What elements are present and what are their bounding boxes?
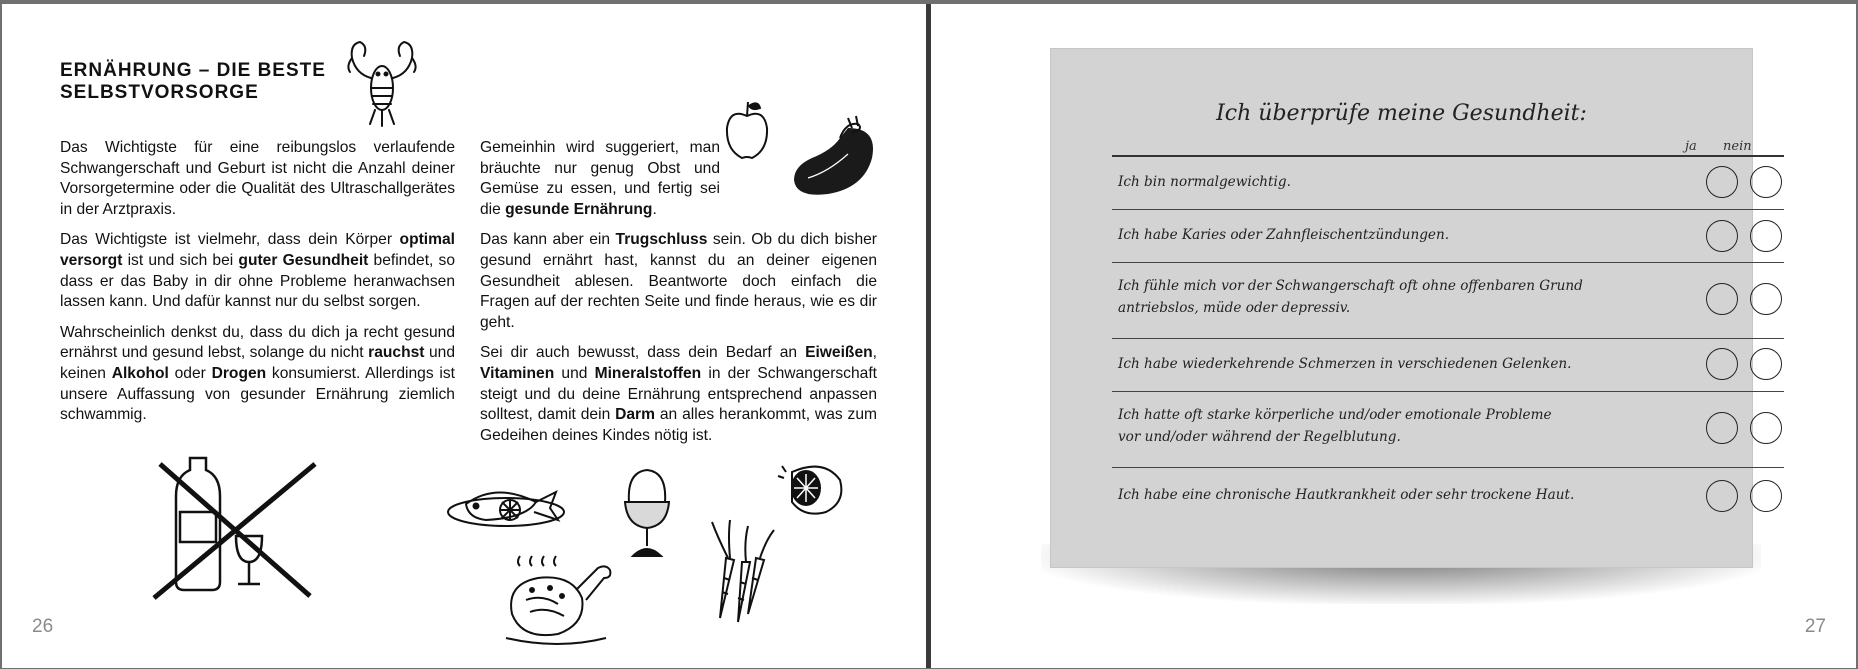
left-page [2,4,927,668]
right-page [931,4,1856,668]
paragraph: Das kann aber ein Trugschluss sein. Ob du dich bisher gesund ernährt hast, kannst du an deiner eigenen Gesundheit ablesen. Beantworte doch einfach die Fragen auf der rechten Seite und finde heraus, wie es dir geht. [480,231,877,331]
checklist-row: Ich hatte oft starke körperliche und/oder emotionale Probleme vor und/oder während der Regelblutung. [1112,392,1784,468]
checkbox-nein[interactable] [1750,283,1782,315]
checklist-rows [1112,155,1784,524]
book-spread [0,4,1858,668]
checkbox-ja[interactable] [1706,283,1738,315]
checkbox-nein[interactable] [1750,412,1782,444]
checklist-row: Ich habe wiederkehrende Schmerzen in verschiedenen Gelenken. [1112,339,1784,392]
eggplant-illustration [788,108,884,200]
text-column-1 [60,138,455,436]
egg-cup-illustration [619,468,675,562]
page-number-right: 27 [1804,616,1826,637]
heading-line-2: SELBSTVORSORGE [60,82,259,103]
checkbox-nein[interactable] [1750,166,1782,198]
checklist-row: Ich habe eine chronische Hautkrankheit oder sehr trockene Haut. [1112,468,1784,524]
lobster-illustration [342,38,422,130]
paragraph: Das Wichtigste ist vielmehr, dass dein Körper optimal versorgt ist und sich bei guter Gesundheit befindet, so dass er das Baby in dir ohne Probleme heranwachsen lassen kann. Und dafür kannst nur du selbst sorgen. [60,231,455,311]
paragraph: Sei dir auch bewusst, dass dein Bedarf an Eiweißen, Vitaminen und Mineralstoffen in der Schwangerschaft steigt und du deine Ernährung entsprechend anpassen solltest, damit dein Darm an alles herankommt, was zum Gedeihen deines Kindes nötig ist. [480,344,877,444]
checkbox-nein[interactable] [1750,348,1782,380]
checklist-row: Ich bin normalgewichtig. [1112,157,1784,210]
no-alcohol-illustration [150,456,320,606]
column-header-nein: nein [1723,139,1752,154]
section-heading [60,60,326,104]
carrots-illustration [708,518,776,624]
page-number-left: 26 [32,616,54,637]
checkbox-nein[interactable] [1750,220,1782,252]
checkbox-ja[interactable] [1706,220,1738,252]
paragraph: Gemeinhin wird suggeriert, man bräuchte nur genug Obst und Gemüse zu essen, und fertig sei die gesunde Ernährung. [480,139,720,218]
checkbox-ja[interactable] [1706,412,1738,444]
health-checklist-card [1050,48,1753,568]
roast-chicken-illustration [502,554,618,650]
apple-illustration [722,98,772,162]
paragraph: Das Wichtigste für eine reibungslos verlaufende Schwangerschaft und Geburt ist nicht die Anzahl deiner Vorsorgetermine oder die Qualität des Ultraschallgerätes in der Arztpraxis. [60,139,455,218]
checklist-row: Ich habe Karies oder Zahnfleischentzündungen. [1112,210,1784,263]
column-header-ja: ja [1685,139,1697,154]
checkbox-ja[interactable] [1706,480,1738,512]
paragraph: Wahrscheinlich denkst du, dass du dich ja recht gesund ernährst und gesund lebst, solange du nicht rauchst und keinen Alkohol oder Drogen konsumierst. Allerdings ist unsere Auffassung von gesunder Ernährung ziemlich schwammig. [60,323,455,424]
checkbox-ja[interactable] [1706,348,1738,380]
checklist-title: Ich überprüfe meine Gesundheit: [1216,101,1587,126]
lemon-illustration [774,462,846,518]
checkbox-nein[interactable] [1750,480,1782,512]
fish-illustration [446,478,566,538]
heading-line-1: ERNÄHRUNG – DIE BESTE [60,60,326,81]
checklist-row: Ich fühle mich vor der Schwangerschaft oft ohne offenbaren Grund antriebslos, müde oder depressiv. [1112,263,1784,339]
checkbox-ja[interactable] [1706,166,1738,198]
